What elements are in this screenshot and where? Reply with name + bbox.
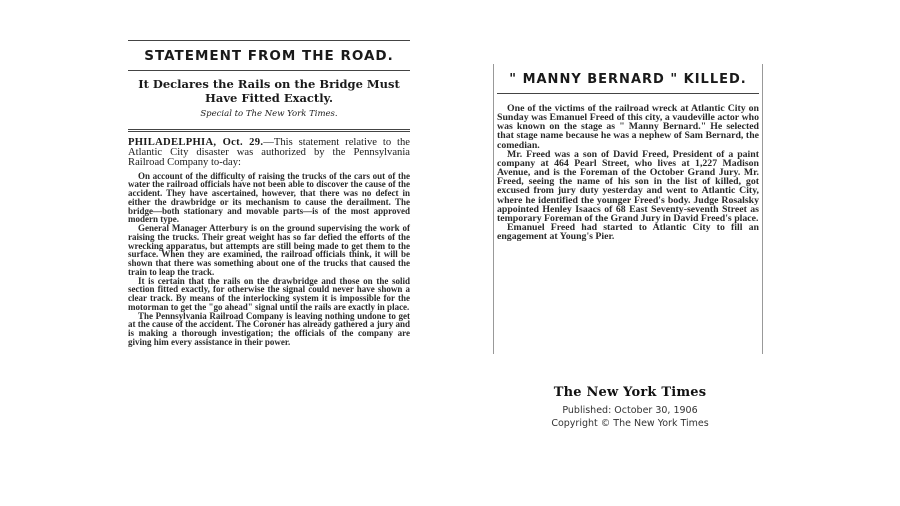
source-credit: [520, 385, 740, 430]
left-paragraph: The Pennsylvania Railroad Company is leaving nothing undone to get at the cause of the accident. The Coroner has already gathered a jury and is making a thorough investigation; the officials of the company are giving him every assistance in their power.: [128, 310, 410, 347]
left-subhead: It Declares the Rails on the Bridge Must Have Fitted Exactly.: [138, 77, 400, 105]
left-paragraph: General Manager Atterbury is on the ground supervising the work of raising the trucks. Their great weight has so far defied the efforts of the wrecking apparatus, but attempts are still being made to get them to the surface. When they are examined, the railroad officials think, it will be shown that there was something about one of the trucks that caused the train to leap the track.: [128, 223, 410, 277]
right-headline: " MANNY BERNARD " KILLED.: [509, 72, 747, 87]
left-paragraph: It is certain that the rails on the drawbridge and those on the solid section fitted exactly, for otherwise the signal could never have shown a clear track. By means of the interlocking system it is impossible for the motorman to get the "go ahead" signal until the rails are exactly in place.: [128, 275, 410, 312]
right-paragraph: Mr. Freed was a son of David Freed, President of a paint company at 464 Pearl Street, who lives at 1,227 Madison Avenue, and is the Foreman of the October Grand Jury. Mr. Freed, seeing the name of his son in the list of killed, got excused from jury duty yesterday and went to Atlantic City, where he identified the younger Freed's body. Judge Rosalsky appointed Henley Isaacs of 68 East Seventy-seventh Street as temporary Foreman of the Grand Jury in David Freed's place.: [497, 148, 759, 224]
headline-rule: [128, 70, 410, 71]
nyt-masthead-logo: The New York Times: [553, 385, 707, 400]
left-paragraph: On account of the difficulty of raising the trucks of the cars out of the water the railroad officials have not been able to discover the cause of the accident. They have ascertained, however, that there was no defect in either the drawbridge or its mechanism to cause the derailment. The bridge—both stationary and movable parts—is of the most approved modern type.: [128, 170, 410, 225]
left-body: [128, 172, 410, 347]
copyright-notice: Copyright © The New York Times: [551, 418, 709, 429]
right-body: [497, 104, 759, 241]
left-headline: STATEMENT FROM THE ROAD.: [144, 48, 394, 64]
column-rule-left: [493, 64, 494, 354]
right-paragraph: One of the victims of the railroad wreck at Atlantic City on Sunday was Emanuel Freed of this city, a vaudeville actor who was known on the stage as " Manny Bernard." He selected that stage name because he was a nephew of Sam Bernard, the comedian.: [497, 103, 759, 151]
top-rule: [128, 40, 410, 41]
right-paragraph: Emanuel Freed had started to Atlantic City to fill an engagement at Young's Pier.: [497, 222, 759, 243]
right-article-clipping: [497, 64, 759, 241]
left-article-clipping: [128, 40, 410, 347]
right-headline-rule: [497, 93, 759, 94]
lead-text: —This statement relative to the Atlantic City disaster was authorized by the Pennsylvania Railroad Company to-day:: [128, 137, 410, 169]
left-lead: [128, 138, 410, 169]
dateline: PHILADELPHIA, Oct. 29.: [128, 137, 264, 148]
published-date: Published: October 30, 1906: [562, 405, 698, 416]
special-byline: Special to The New York Times.: [200, 109, 338, 119]
section-rule: [128, 129, 410, 132]
column-rule-right: [762, 64, 763, 354]
